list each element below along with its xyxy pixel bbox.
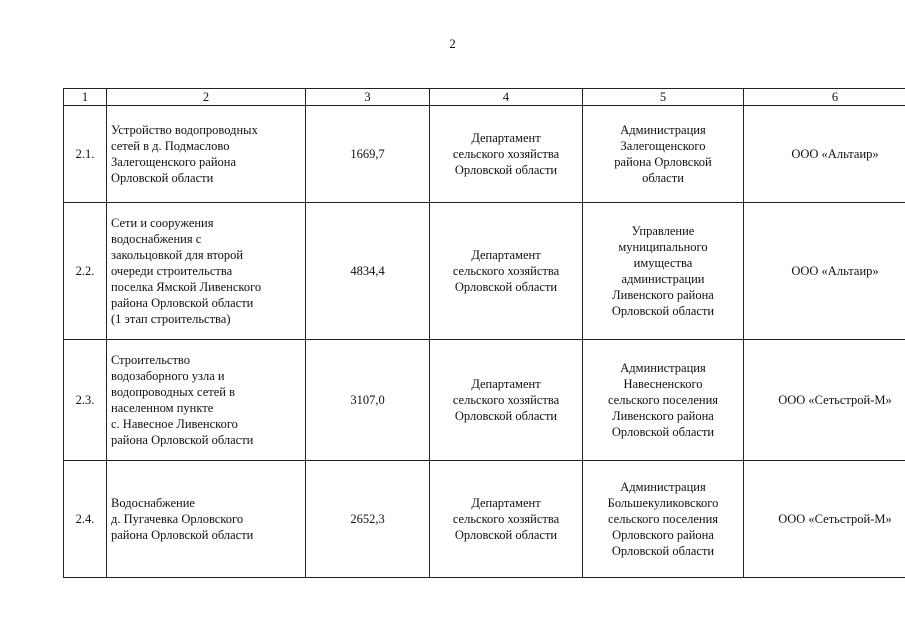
owner: Администрация Большекуликовского сельского поселения Орловского района Орловской области bbox=[583, 461, 744, 578]
column-header-3: 3 bbox=[306, 89, 430, 106]
amount: 4834,4 bbox=[306, 203, 430, 340]
table-row bbox=[64, 461, 905, 578]
row-number: 2.2. bbox=[64, 203, 107, 340]
column-header-2: 2 bbox=[107, 89, 306, 106]
owner: Администрация Навесненского сельского поселения Ливенского района Орловской области bbox=[583, 340, 744, 461]
project-name: Сети и сооружения водоснабжения с закольцовкой для второй очереди строительства поселка Ямской Ливенского района Орловской области (1 этап строительства) bbox=[107, 203, 306, 340]
amount: 2652,3 bbox=[306, 461, 430, 578]
contractor: ООО «Сетьстрой-М» bbox=[744, 340, 905, 461]
column-header-5: 5 bbox=[583, 89, 744, 106]
owner: Управление муниципального имущества администрации Ливенского района Орловской области bbox=[583, 203, 744, 340]
amount: 1669,7 bbox=[306, 106, 430, 203]
project-name: Устройство водопроводных сетей в д. Подмаслово Залегощенского района Орловской области bbox=[107, 106, 306, 203]
row-number: 2.1. bbox=[64, 106, 107, 203]
page-number: 2 bbox=[449, 36, 456, 51]
table-row bbox=[64, 340, 905, 461]
projects-table bbox=[63, 88, 905, 578]
customer: Департамент сельского хозяйства Орловской области bbox=[430, 106, 583, 203]
column-header-6: 6 bbox=[744, 89, 905, 106]
contractor: ООО «Сетьстрой-М» bbox=[744, 461, 905, 578]
column-header-1: 1 bbox=[64, 89, 107, 106]
column-header-4: 4 bbox=[430, 89, 583, 106]
project-name: Водоснабжение д. Пугачевка Орловского района Орловской области bbox=[107, 461, 306, 578]
table-header-row bbox=[64, 89, 905, 106]
table-row bbox=[64, 203, 905, 340]
customer: Департамент сельского хозяйства Орловской области bbox=[430, 203, 583, 340]
row-number: 2.4. bbox=[64, 461, 107, 578]
amount: 3107,0 bbox=[306, 340, 430, 461]
owner: Администрация Залегощенского района Орловской области bbox=[583, 106, 744, 203]
contractor: ООО «Альтаир» bbox=[744, 106, 905, 203]
row-number: 2.3. bbox=[64, 340, 107, 461]
customer: Департамент сельского хозяйства Орловской области bbox=[430, 340, 583, 461]
customer: Департамент сельского хозяйства Орловской области bbox=[430, 461, 583, 578]
table-row bbox=[64, 106, 905, 203]
contractor: ООО «Альтаир» bbox=[744, 203, 905, 340]
project-name: Строительство водозаборного узла и водопроводных сетей в населенном пункте с. Навесное Ливенского района Орловской области bbox=[107, 340, 306, 461]
